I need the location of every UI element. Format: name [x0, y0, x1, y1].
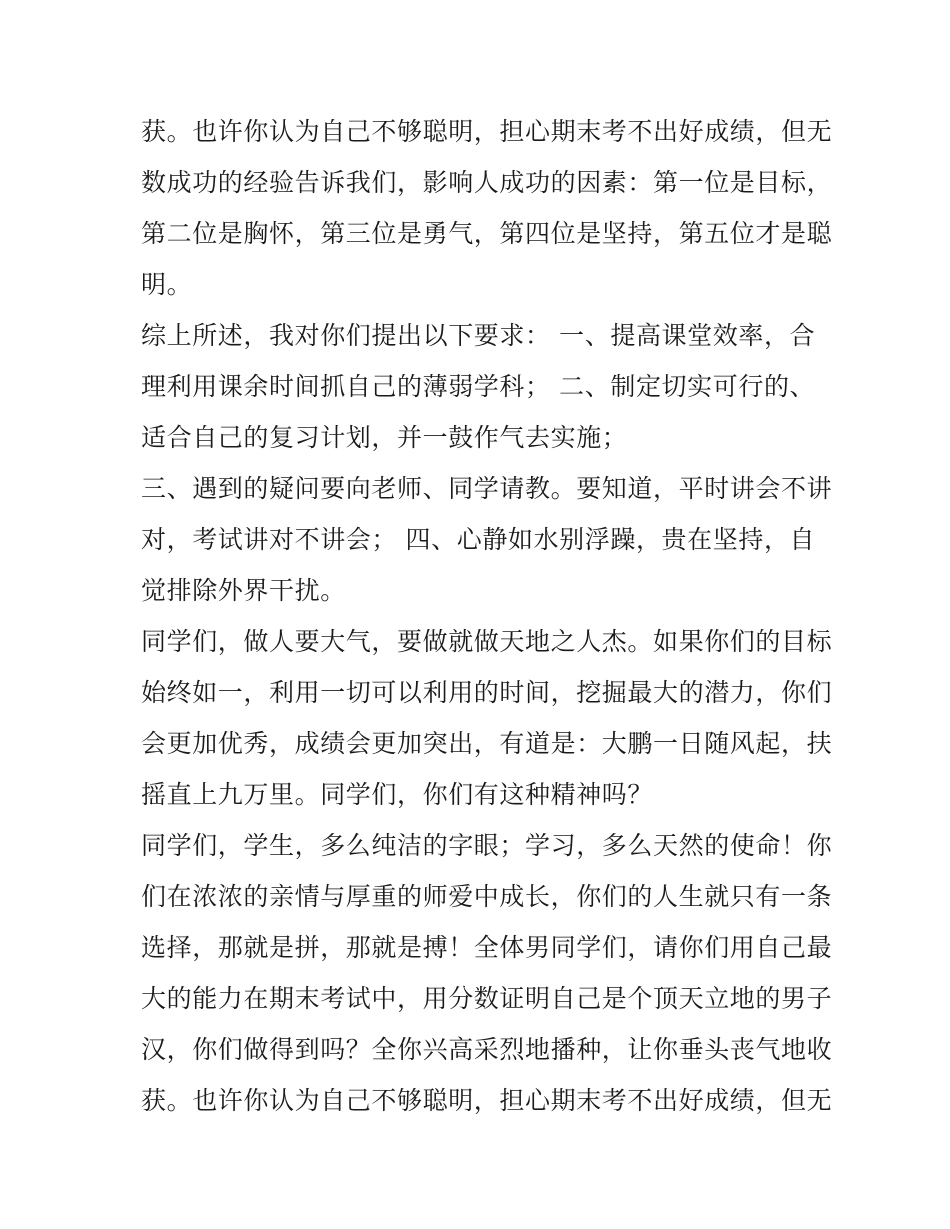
text-line: 获。也许你认为自己不够聪明，担心期末考不出好成绩，但无 [141, 117, 833, 146]
text-line: 摇直上九万里。同学们，你们有这种精神吗？ [141, 780, 654, 809]
text-line: 始终如一，利用一切可以利用的时间，挖掘最大的潜力，你们 [141, 678, 833, 707]
text-line: 觉排除外界干扰。 [141, 576, 346, 605]
text-line: 会更加优秀，成绩会更加突出，有道是：大鹏一日随风起，扶 [141, 729, 833, 758]
text-line: 选择，那就是拼，那就是搏！全体男同学们，请你们用自己最 [141, 933, 833, 962]
text-line: 大的能力在期末考试中，用分数证明自己是个顶天立地的男子 [141, 984, 833, 1013]
text-line: 明。 [141, 270, 193, 299]
text-line: 汉，你们做得到吗？全你兴高采烈地播种，让你垂头丧气地收 [141, 1035, 833, 1064]
text-line: 获。也许你认为自己不够聪明，担心期末考不出好成绩，但无 [141, 1086, 833, 1115]
text-line: 数成功的经验告诉我们，影响人成功的因素：第一位是目标， [141, 168, 833, 197]
text-line: 适合自己的复习计划，并一鼓作气去实施； [141, 423, 628, 452]
text-line: 三、遇到的疑问要向老师、同学请教。要知道，平时讲会不讲 [141, 474, 833, 503]
text-line: 第二位是胸怀，第三位是勇气，第四位是坚持，第五位才是聪 [141, 219, 833, 248]
text-line: 综上所述，我对你们提出以下要求： 一、提高课堂效率，合 [141, 321, 816, 350]
text-line: 理利用课余时间抓自己的薄弱学科； 二、制定切实可行的、 [141, 372, 816, 401]
body-text [141, 106, 833, 1126]
text-line: 对，考试讲对不讲会； 四、心静如水别浮躁，贵在坚持，自 [141, 525, 816, 554]
text-line: 们在浓浓的亲情与厚重的师爱中成长，你们的人生就只有一条 [141, 882, 833, 911]
text-line: 同学们，做人要大气，要做就做天地之人杰。如果你们的目标 [141, 627, 833, 656]
text-line: 同学们，学生，多么纯洁的字眼；学习，多么天然的使命！你 [141, 831, 833, 860]
